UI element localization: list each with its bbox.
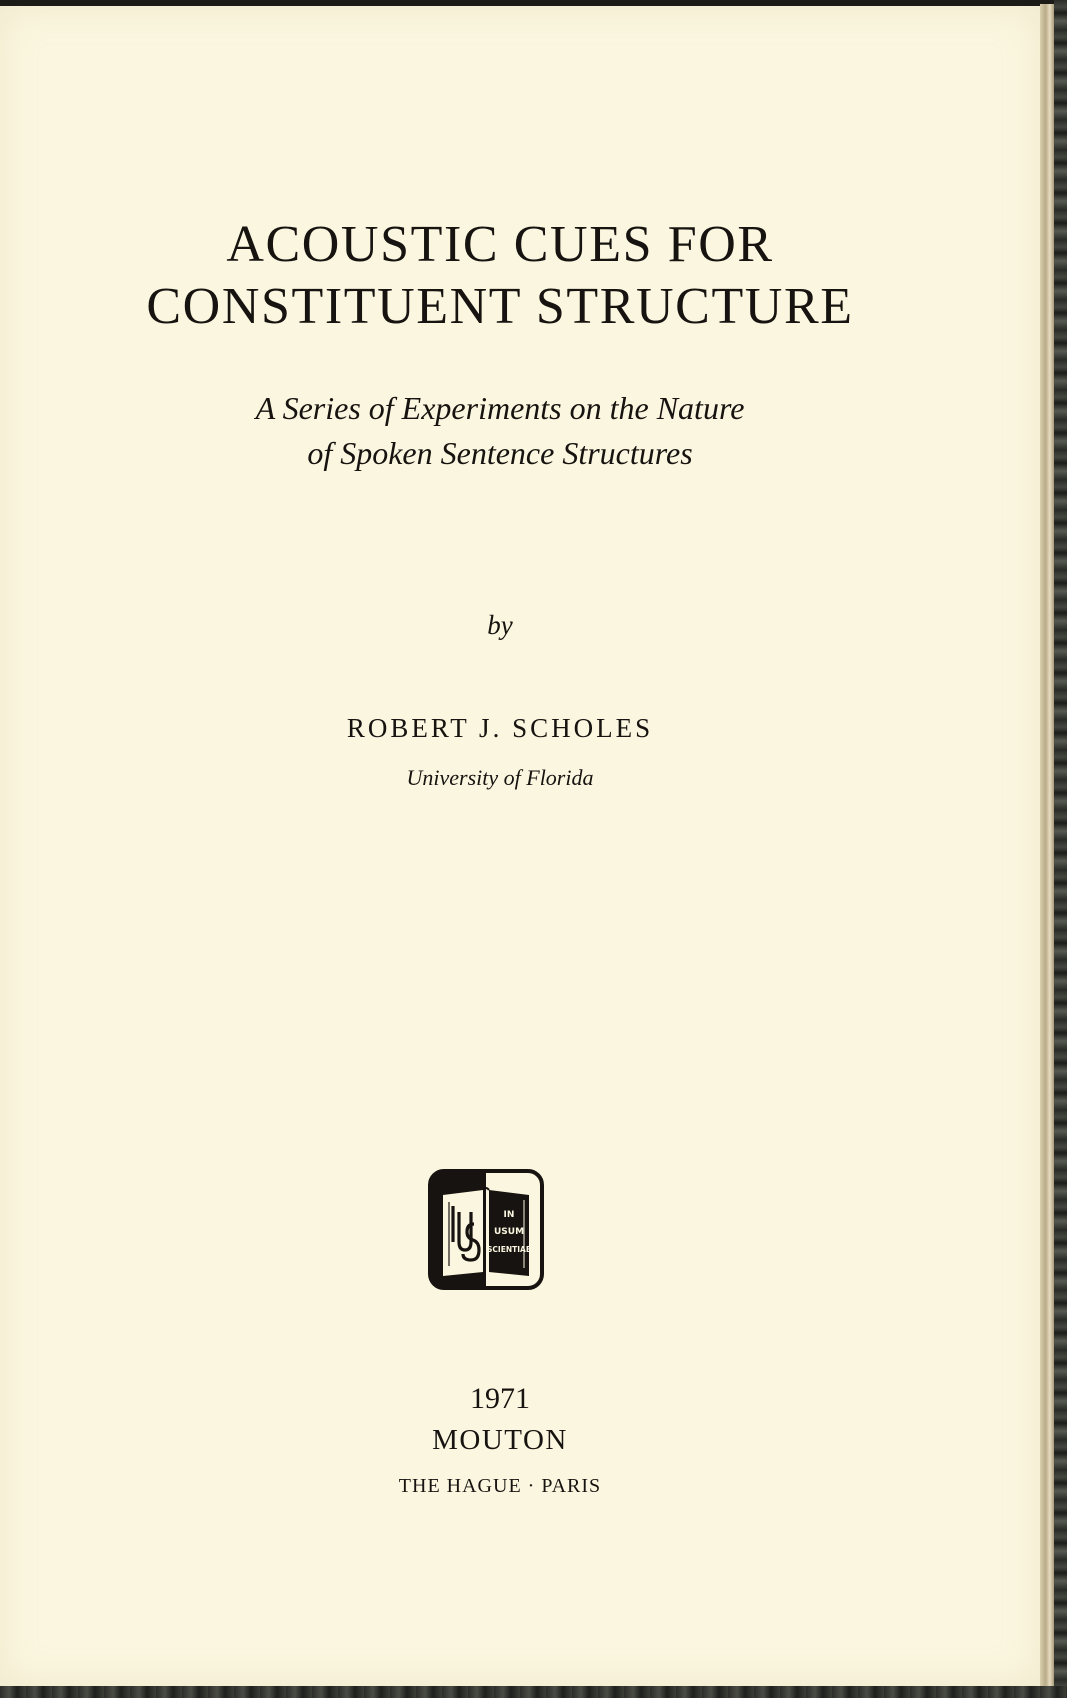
publication-place: THE HAGUE · PARIS <box>398 1475 602 1497</box>
publisher-name: MOUTON <box>432 1424 568 1456</box>
scan-bottom-border <box>0 1686 1067 1698</box>
book-title-line-1: ACOUSTIC CUES FOR <box>226 216 774 273</box>
logo-motto-line-2: USUM <box>493 1227 525 1237</box>
book-title <box>0 214 1000 338</box>
book-subtitle-line-2: of Spoken Sentence Structures <box>307 435 693 471</box>
publication-year: 1971 <box>470 1382 530 1415</box>
logo-motto-line-1: IN <box>503 1210 515 1220</box>
author-affiliation: University of Florida <box>406 765 594 790</box>
book-title-line-2: CONSTITUENT STRUCTURE <box>146 278 854 335</box>
book-subtitle <box>0 386 1000 476</box>
byline: by <box>487 610 513 640</box>
author-name: ROBERT J. SCHOLES <box>346 713 654 743</box>
logo-motto-line-3: SCIENTIAE <box>487 1245 531 1254</box>
scan-right-border <box>1054 0 1067 1698</box>
publisher-logo-icon <box>427 1168 545 1291</box>
book-subtitle-line-1: A Series of Experiments on the Nature <box>255 390 745 426</box>
title-page <box>0 6 1040 1686</box>
page-edge <box>1040 4 1054 1694</box>
